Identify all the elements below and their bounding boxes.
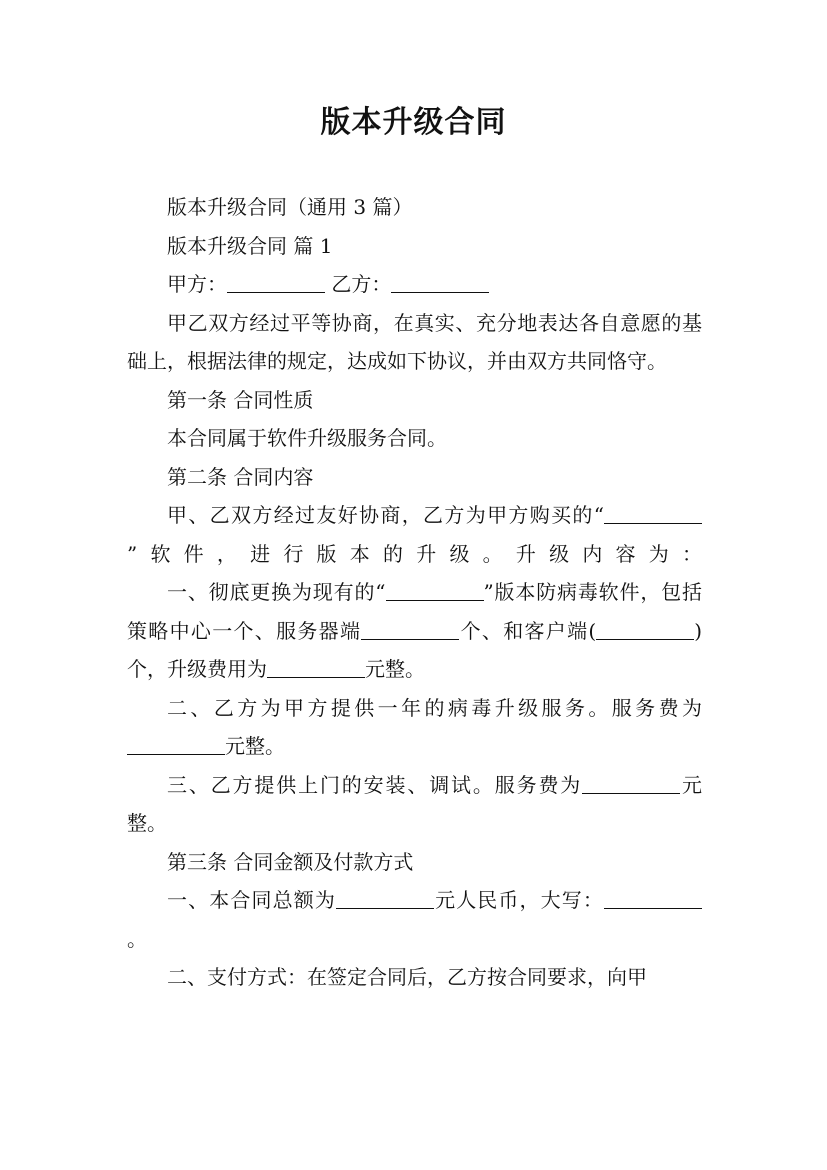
fill-in-blank xyxy=(391,272,489,293)
article-1-heading: 第一条 合同性质 xyxy=(167,387,314,412)
fill-in-blank xyxy=(604,503,702,524)
subtitle-paragraph: 版本升级合同（通用 3 篇） xyxy=(167,195,413,219)
article-3-item-1: 一、本合同总额为 元人民币，大写：。 xyxy=(127,881,702,958)
article-3-heading: 第三条 合同金额及付款方式 xyxy=(167,849,414,874)
document-body xyxy=(127,188,702,997)
document-title: 版本升级合同 xyxy=(320,105,507,140)
fill-in-blank xyxy=(361,619,459,640)
fill-in-blank xyxy=(582,773,680,794)
preamble-paragraph: 甲乙双方经过平等协商，在真实、充分地表达各自意愿的基础上，根据法律的规定，达成如下协议，并由双方共同恪守。 xyxy=(127,310,702,373)
article-2-heading: 第二条 合同内容 xyxy=(167,464,314,489)
fill-in-blank xyxy=(386,580,484,601)
article-2-intro: 甲、乙双方经过友好协商，乙方为甲方购买的“”软件，进行版本的升级。升级内容为： xyxy=(127,503,702,566)
fill-in-blank xyxy=(127,734,225,755)
parties-line: 甲方： 乙方： xyxy=(127,265,702,304)
fill-in-blank xyxy=(604,888,702,909)
section-heading-part-1: 版本升级合同 篇 1 xyxy=(167,233,333,258)
article-2-item-3: 三、乙方提供上门的安装、调试。服务费为 元整。 xyxy=(127,772,703,835)
article-3-item-2: 二、支付方式：在签定合同后，乙方按合同要求，向甲 xyxy=(167,965,647,989)
article-2-item-2: 二、乙方为甲方提供一年的病毒升级服务。服务费为元整。 xyxy=(127,689,702,766)
article-1-text: 本合同属于软件升级服务合同。 xyxy=(167,426,447,450)
fill-in-blank xyxy=(227,272,325,293)
fill-in-blank xyxy=(267,657,365,678)
fill-in-blank xyxy=(336,888,434,909)
article-2-item-1: 一、彻底更换为现有的“ ”版本防病毒软件，包括策略中心一个、服务器端 个、和客户端( )个，升级费用为 元整。 xyxy=(127,580,703,681)
fill-in-blank xyxy=(596,619,694,640)
